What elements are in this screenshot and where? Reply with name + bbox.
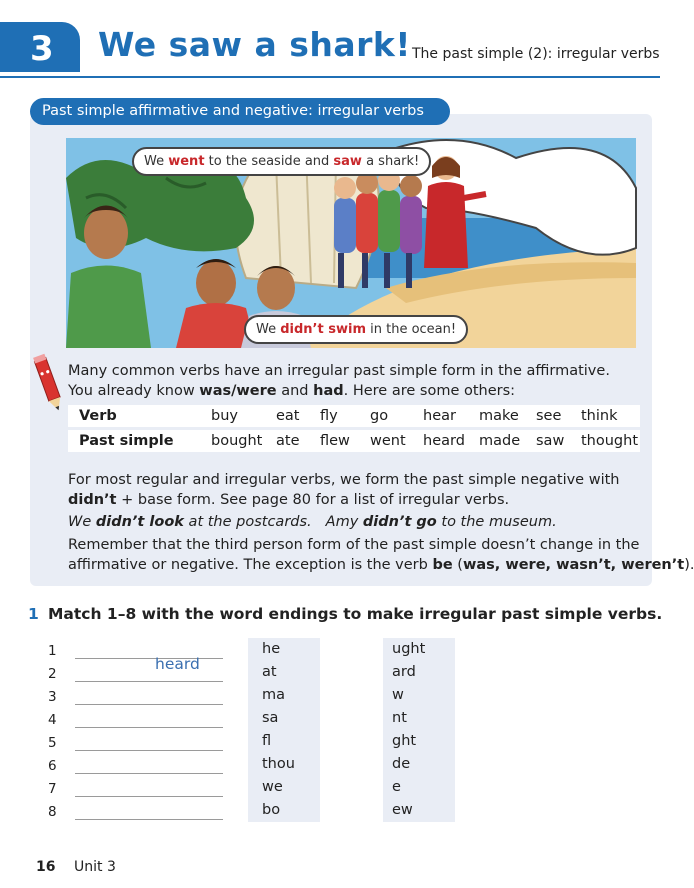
section-title: Past simple affirmative and negative: irregular verbs	[30, 98, 450, 125]
example-text: at the postcards.	[183, 514, 312, 530]
intro-bold-was-were: was/were	[199, 383, 277, 399]
remember-text-segment: affirmative or negative. The exception is the verb	[68, 557, 433, 573]
remember-text-segment: ).	[684, 557, 694, 573]
item-number: 1	[48, 643, 57, 659]
word-ending: ght	[392, 733, 417, 749]
intro-line-2	[68, 381, 610, 401]
verb-row-label: Verb	[79, 408, 117, 424]
bubble-text: a shark!	[361, 154, 420, 169]
example-text: to the museum.	[436, 514, 557, 530]
past-simple-row	[68, 430, 640, 452]
header-rule	[0, 76, 660, 78]
unit-subtitle: The past simple (2): irregular verbs	[412, 46, 660, 62]
intro-text-segment: . Here are some others:	[343, 383, 516, 399]
remember-line-2	[68, 555, 694, 575]
negative-line-2	[68, 490, 619, 510]
boy3-head	[257, 266, 295, 310]
irregular-verb-table	[68, 405, 640, 455]
remember-bold-forms: was, were, wasn’t, weren’t	[462, 557, 685, 573]
answer-line[interactable]	[75, 796, 223, 797]
past-cell: bought	[211, 433, 263, 449]
verb-cell: think	[581, 408, 618, 424]
example-bold: didn’t go	[362, 514, 437, 530]
exercise-row	[0, 710, 660, 733]
footer-unit-label: Unit 3	[74, 859, 116, 875]
exercise-row	[0, 779, 660, 802]
unit-number: 3	[30, 29, 54, 69]
intro-text	[68, 361, 610, 401]
bubble-highlight-didnt-swim: didn’t swim	[280, 322, 366, 337]
answer-line[interactable]	[75, 681, 223, 682]
intro-text-segment: You already know	[68, 383, 200, 399]
negative-line-1: For most regular and irregular verbs, we form the past simple negative with	[68, 472, 620, 488]
word-ending: w	[392, 687, 404, 703]
word-ending: ard	[392, 664, 416, 680]
item-number: 4	[48, 712, 57, 728]
exercise-row	[0, 733, 660, 756]
negative-explanation	[68, 470, 619, 510]
example-text: We	[68, 514, 96, 530]
item-number: 3	[48, 689, 57, 705]
word-stem: ma	[262, 687, 286, 703]
bubble-highlight-saw: saw	[333, 154, 362, 169]
word-stem: at	[262, 664, 277, 680]
item-number: 5	[48, 735, 57, 751]
bubble-text: in the ocean!	[366, 322, 457, 337]
answer-line[interactable]	[75, 819, 223, 820]
intro-line-1: Many common verbs have an irregular past simple form in the affirmative.	[68, 363, 610, 379]
bubble-text: We	[144, 154, 169, 169]
boy-head	[84, 207, 128, 259]
exercise-row	[0, 664, 660, 687]
boy2-head	[196, 260, 236, 306]
past-simple-row-label: Past simple	[79, 433, 174, 449]
exercise-instructions: Match 1–8 with the word endings to make irregular past simple verbs.	[48, 605, 663, 623]
verb-cell: see	[536, 408, 562, 424]
past-cell: heard	[423, 433, 465, 449]
speech-bubble-went	[132, 147, 431, 176]
boy-shirt	[66, 266, 151, 349]
negative-text-segment: + base form. See page 80 for a list of irregular verbs.	[116, 492, 510, 508]
word-stem: we	[262, 779, 283, 795]
example-text: Amy	[325, 514, 363, 530]
remember-text-segment: (	[452, 557, 463, 573]
intro-text-segment: and	[276, 383, 314, 399]
word-stem: he	[262, 641, 281, 657]
intro-bold-had: had	[313, 383, 344, 399]
exercise-row	[0, 802, 660, 825]
answer-line[interactable]	[75, 704, 223, 705]
exercise-number: 1	[28, 605, 39, 623]
word-ending: nt	[392, 710, 407, 726]
negative-bold-didnt: didn’t	[68, 492, 117, 508]
word-stem: fl	[262, 733, 272, 749]
answer-line[interactable]	[75, 750, 223, 751]
past-cell: went	[370, 433, 406, 449]
past-cell: saw	[536, 433, 565, 449]
exercise-row	[0, 687, 660, 710]
speech-bubble-didnt-swim	[244, 315, 468, 344]
pencil-icon	[34, 352, 64, 416]
verb-row	[68, 405, 640, 427]
answer-text: heard	[155, 655, 200, 673]
word-stem: bo	[262, 802, 281, 818]
answer-line[interactable]	[75, 727, 223, 728]
word-ending: ught	[392, 641, 426, 657]
remember-line-1: Remember that the third person form of the past simple doesn’t change in the	[68, 537, 640, 553]
bubble-text: We	[256, 322, 281, 337]
bubble-highlight-went: went	[168, 154, 205, 169]
answer-line[interactable]	[75, 655, 223, 673]
item-number: 6	[48, 758, 57, 774]
remember-bold-be: be	[432, 557, 453, 573]
word-ending: e	[392, 779, 401, 795]
word-stem: thou	[262, 756, 295, 772]
word-ending: de	[392, 756, 411, 772]
item-number: 2	[48, 666, 57, 682]
negative-examples	[68, 512, 557, 532]
past-cell: ate	[276, 433, 300, 449]
page-number: 16	[36, 859, 56, 875]
past-cell: made	[479, 433, 521, 449]
remember-note	[68, 535, 694, 575]
verb-cell: go	[370, 408, 389, 424]
exercise-row	[0, 756, 660, 779]
bubble-text: to the seaside and	[204, 154, 334, 169]
word-ending: ew	[392, 802, 413, 818]
verb-cell: eat	[276, 408, 300, 424]
verb-cell: fly	[320, 408, 338, 424]
example-bold: didn’t look	[95, 514, 184, 530]
verb-cell: buy	[211, 408, 238, 424]
verb-cell: hear	[423, 408, 456, 424]
unit-title: We saw a shark!	[98, 25, 411, 64]
answer-line[interactable]	[75, 773, 223, 774]
past-cell: thought	[581, 433, 639, 449]
item-number: 8	[48, 804, 57, 820]
item-number: 7	[48, 781, 57, 797]
word-stem: sa	[262, 710, 279, 726]
verb-cell: make	[479, 408, 519, 424]
past-cell: flew	[320, 433, 350, 449]
